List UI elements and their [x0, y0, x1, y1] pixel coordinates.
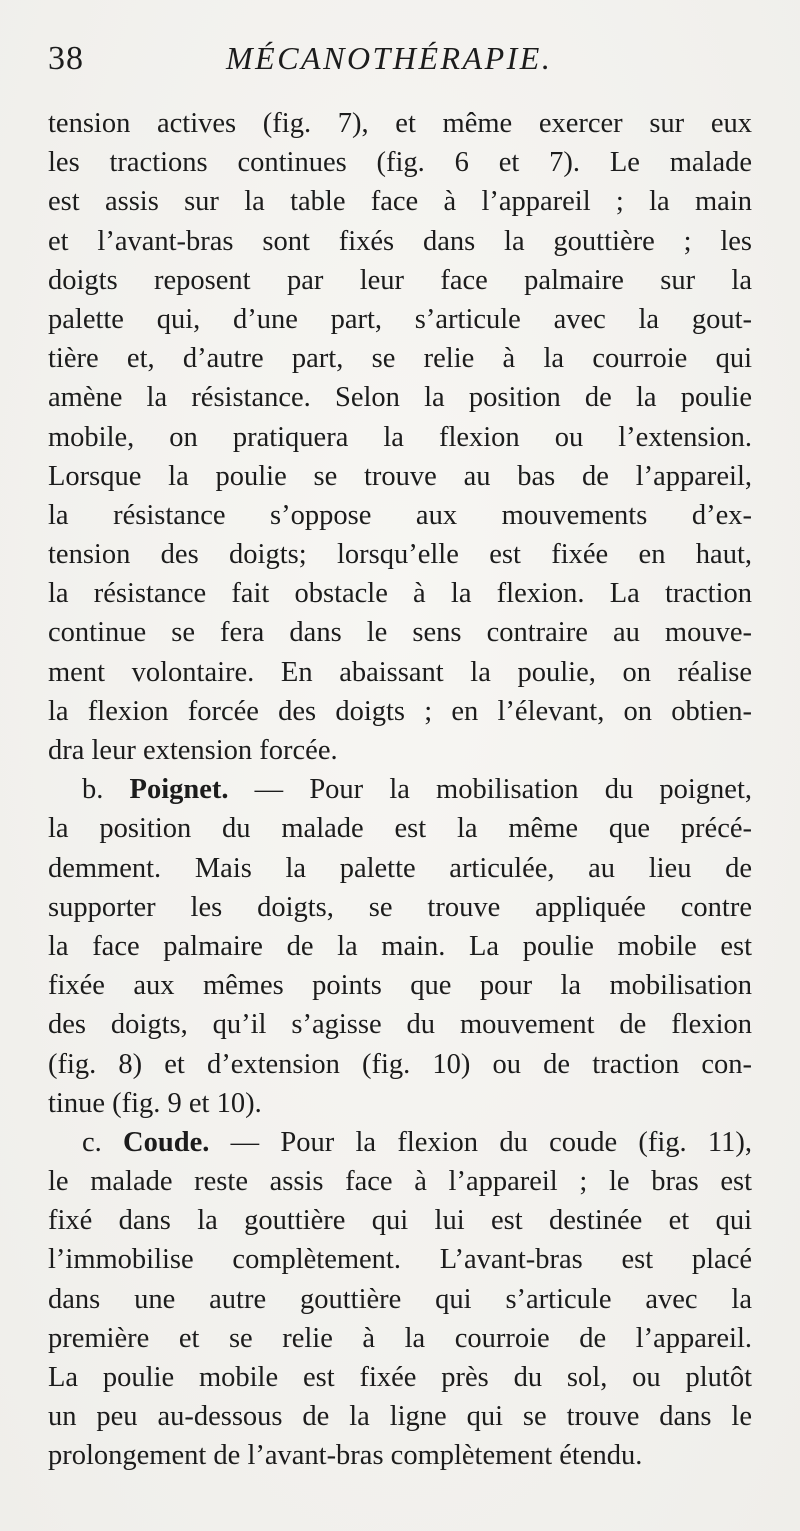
line-text: — Pour la mobilisation du poignet, — [228, 774, 752, 806]
running-head — [48, 40, 768, 84]
body-text — [48, 104, 752, 1476]
text-line: amène la résistance. Selon la position de la poulie — [48, 382, 752, 414]
text-line: La poulie mobile est fixée près du sol, ou plutôt — [48, 1362, 752, 1393]
text-line: ment volontaire. En abaissant la poulie, on réalise — [48, 656, 752, 688]
page-number: 38 — [48, 40, 84, 77]
running-title: MÉCANOTHÉRAPIE. — [226, 40, 553, 76]
subsection-heading: Poignet. — [129, 774, 229, 806]
text-line: demment. Mais la palette articulée, au lieu de — [48, 852, 752, 884]
text-line: dans une autre gouttière qui s’articule avec la — [48, 1283, 752, 1315]
text-line: tension actives (fig. 7), et même exercer sur eux — [48, 108, 752, 139]
text-line: mobile, on pratiquera la flexion ou l’extension. — [48, 421, 752, 453]
text-line — [48, 770, 752, 809]
text-line: dra leur extension forcée. — [48, 735, 338, 766]
line-text: — Pour la flexion du coude (fig. 11), — [209, 1126, 752, 1158]
text-line: doigts reposent par leur face palmaire sur la — [48, 264, 752, 296]
text-line: Lorsque la poulie se trouve au bas de l’appareil, — [48, 460, 752, 492]
text-line: supporter les doigts, se trouve appliquée contre — [48, 891, 752, 923]
subsection-marker: c. — [82, 1126, 124, 1158]
text-line: continue se fera dans le sens contraire au mouve- — [48, 617, 752, 649]
text-line: les tractions continues (fig. 6 et 7). Le malade — [48, 147, 752, 179]
text-line: première et se relie à la courroie de l’appareil. — [48, 1322, 752, 1354]
text-line: fixé dans la gouttière qui lui est destinée et qui — [48, 1205, 752, 1237]
text-line: et l’avant-bras sont fixés dans la gouttière ; les — [48, 225, 752, 257]
subsection-heading: Coude. — [123, 1126, 210, 1158]
text-line: la position du malade est la même que précé- — [48, 813, 752, 845]
text-line: tière et, d’autre part, se relie à la courroie qui — [48, 343, 752, 375]
text-line: la flexion forcée des doigts ; en l’élevant, on obtien- — [48, 695, 752, 727]
text-line — [48, 1123, 752, 1162]
text-line: est assis sur la table face à l’appareil ; la main — [48, 186, 752, 218]
text-line: un peu au-dessous de la ligne qui se trouve dans le — [48, 1401, 752, 1433]
text-line: tension des doigts; lorsqu’elle est fixée en haut, — [48, 539, 752, 571]
text-line: la résistance fait obstacle à la flexion. La traction — [48, 578, 752, 610]
subsection-marker: b. — [82, 774, 130, 806]
text-line: tinue (fig. 9 et 10). — [48, 1087, 262, 1119]
text-line: la résistance s’oppose aux mouvements d’ex- — [48, 499, 752, 531]
text-line: fixée aux mêmes points que pour la mobilisation — [48, 970, 752, 1002]
text-line: l’immobilise complètement. L’avant-bras est placé — [48, 1244, 752, 1276]
text-line: palette qui, d’une part, s’articule avec la gout- — [48, 303, 752, 335]
text-line: le malade reste assis face à l’appareil ; le bras est — [48, 1166, 752, 1198]
text-line: des doigts, qu’il s’agisse du mouvement de flexion — [48, 1009, 752, 1041]
text-line: (fig. 8) et d’extension (fig. 10) ou de traction con- — [48, 1048, 752, 1080]
text-line: la face palmaire de la main. La poulie mobile est — [48, 930, 752, 962]
text-line: prolongement de l’avant-bras complètement étendu. — [48, 1440, 643, 1472]
